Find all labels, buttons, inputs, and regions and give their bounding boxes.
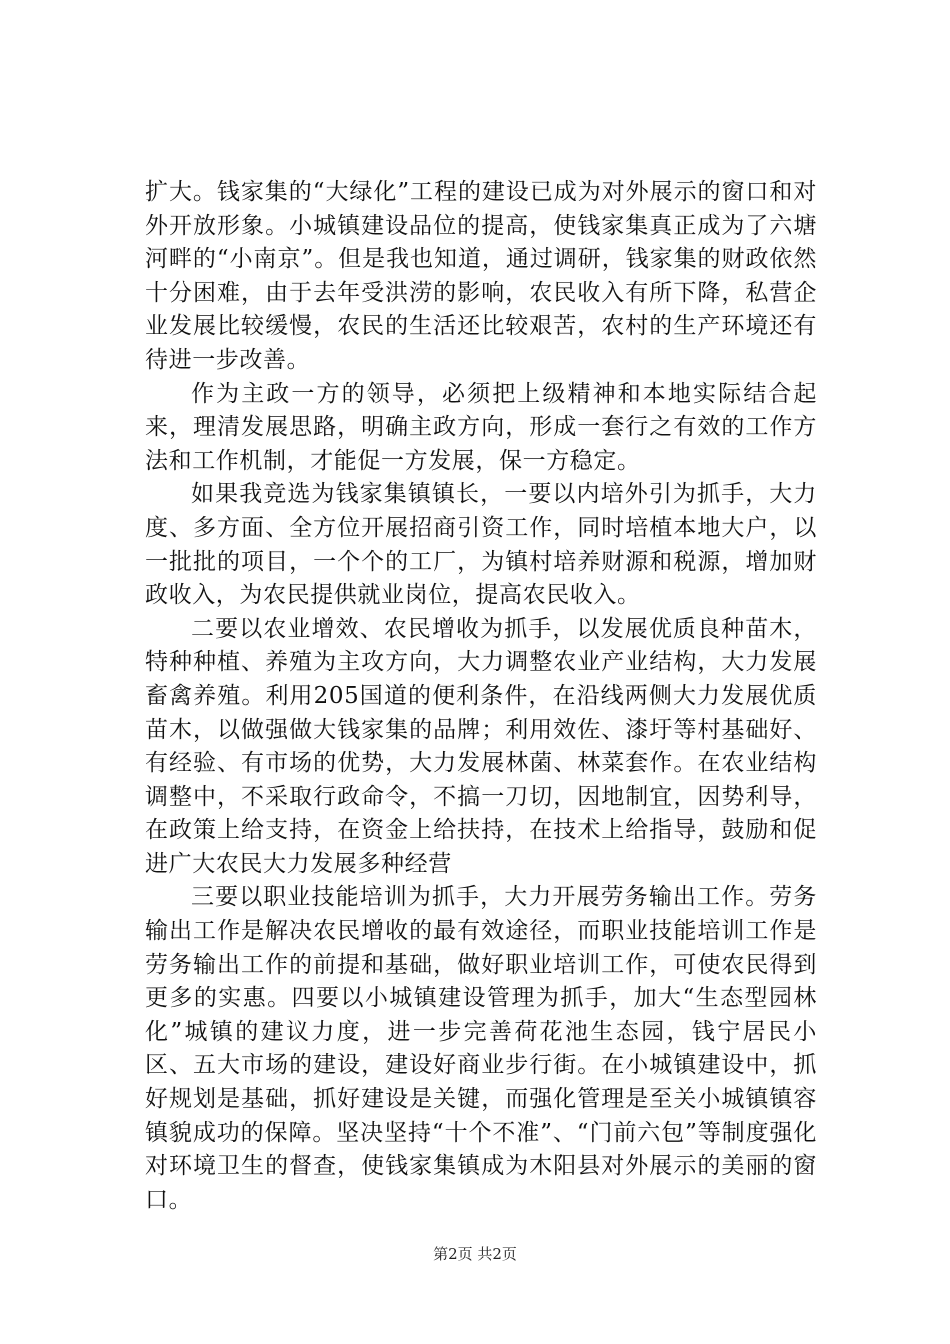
paragraph-2: 作为主政一方的领导，必须把上级精神和本地实际结合起来，理清发展思路，明确主政方向，形成一套行之有效的工作方法和工作机制，才能促一方发展，保一方稳定。 [145, 380, 817, 474]
paragraph-3: 如果我竞选为钱家集镇镇长，一要以内培外引为抓手，大力度、多方面、全方位开展招商引资工作，同时培植本地大户，以一批批的项目，一个个的工厂，为镇村培养财源和税源，增加财政收入，为农民提供就业岗位，提高农民收入。 [145, 481, 817, 609]
paragraph-1: 扩大。钱家集的“大绿化”工程的建设已成为对外展示的窗口和对外开放形象。小城镇建设品位的提高，使钱家集真正成为了六塘河畔的“小南京”。但是我也知道，通过调研，钱家集的财政依然十分困难，由于去年受洪涝的影响，农民收入有所下降，私营企业发展比较缓慢，农民的生活还比较艰苦，农村的生产环境还有待进一步改善。 [145, 179, 817, 373]
page-footer: 第2页 共2页 [433, 1245, 517, 1263]
document-body [145, 176, 817, 1217]
paragraph-5: 三要以职业技能培训为抓手，大力开展劳务输出工作。劳务输出工作是解决农民增收的最有效途径，而职业技能培训工作是劳务输出工作的前提和基础，做好职业培训工作，可使农民得到更多的实惠。四要以小城镇建设管理为抓手，加大“生态型园林化”城镇的建议力度，进一步完善荷花池生态园，钱宁居民小区、五大市场的建设，建设好商业步行街。在小城镇建设中，抓好规划是基础，抓好建设是关键，而强化管理是至关小城镇镇容镇貌成功的保障。坚决坚持“十个不准”、“门前六包”等制度强化对环境卫生的督查，使钱家集镇成为木阳县对外展示的美丽的窗口。 [145, 884, 817, 1213]
paragraph-4: 二要以农业增效、农民增收为抓手，以发展优质良种苗木，特种种植、养殖为主攻方向，大力调整农业产业结构，大力发展畜禽养殖。利用205国道的便利条件，在沿线两侧大力发展优质苗木，以做强做大钱家集的品牌；利用效佐、漆圩等村基础好、有经验、有市场的优势，大力发展林菌、林菜套作。在农业结构调整中，不采取行政命令，不搞一刀切，因地制宜，因势利导，在政策上给支持，在资金上给扶持，在技术上给指导，鼓励和促进广大农民大力发展多种经营 [145, 615, 817, 877]
